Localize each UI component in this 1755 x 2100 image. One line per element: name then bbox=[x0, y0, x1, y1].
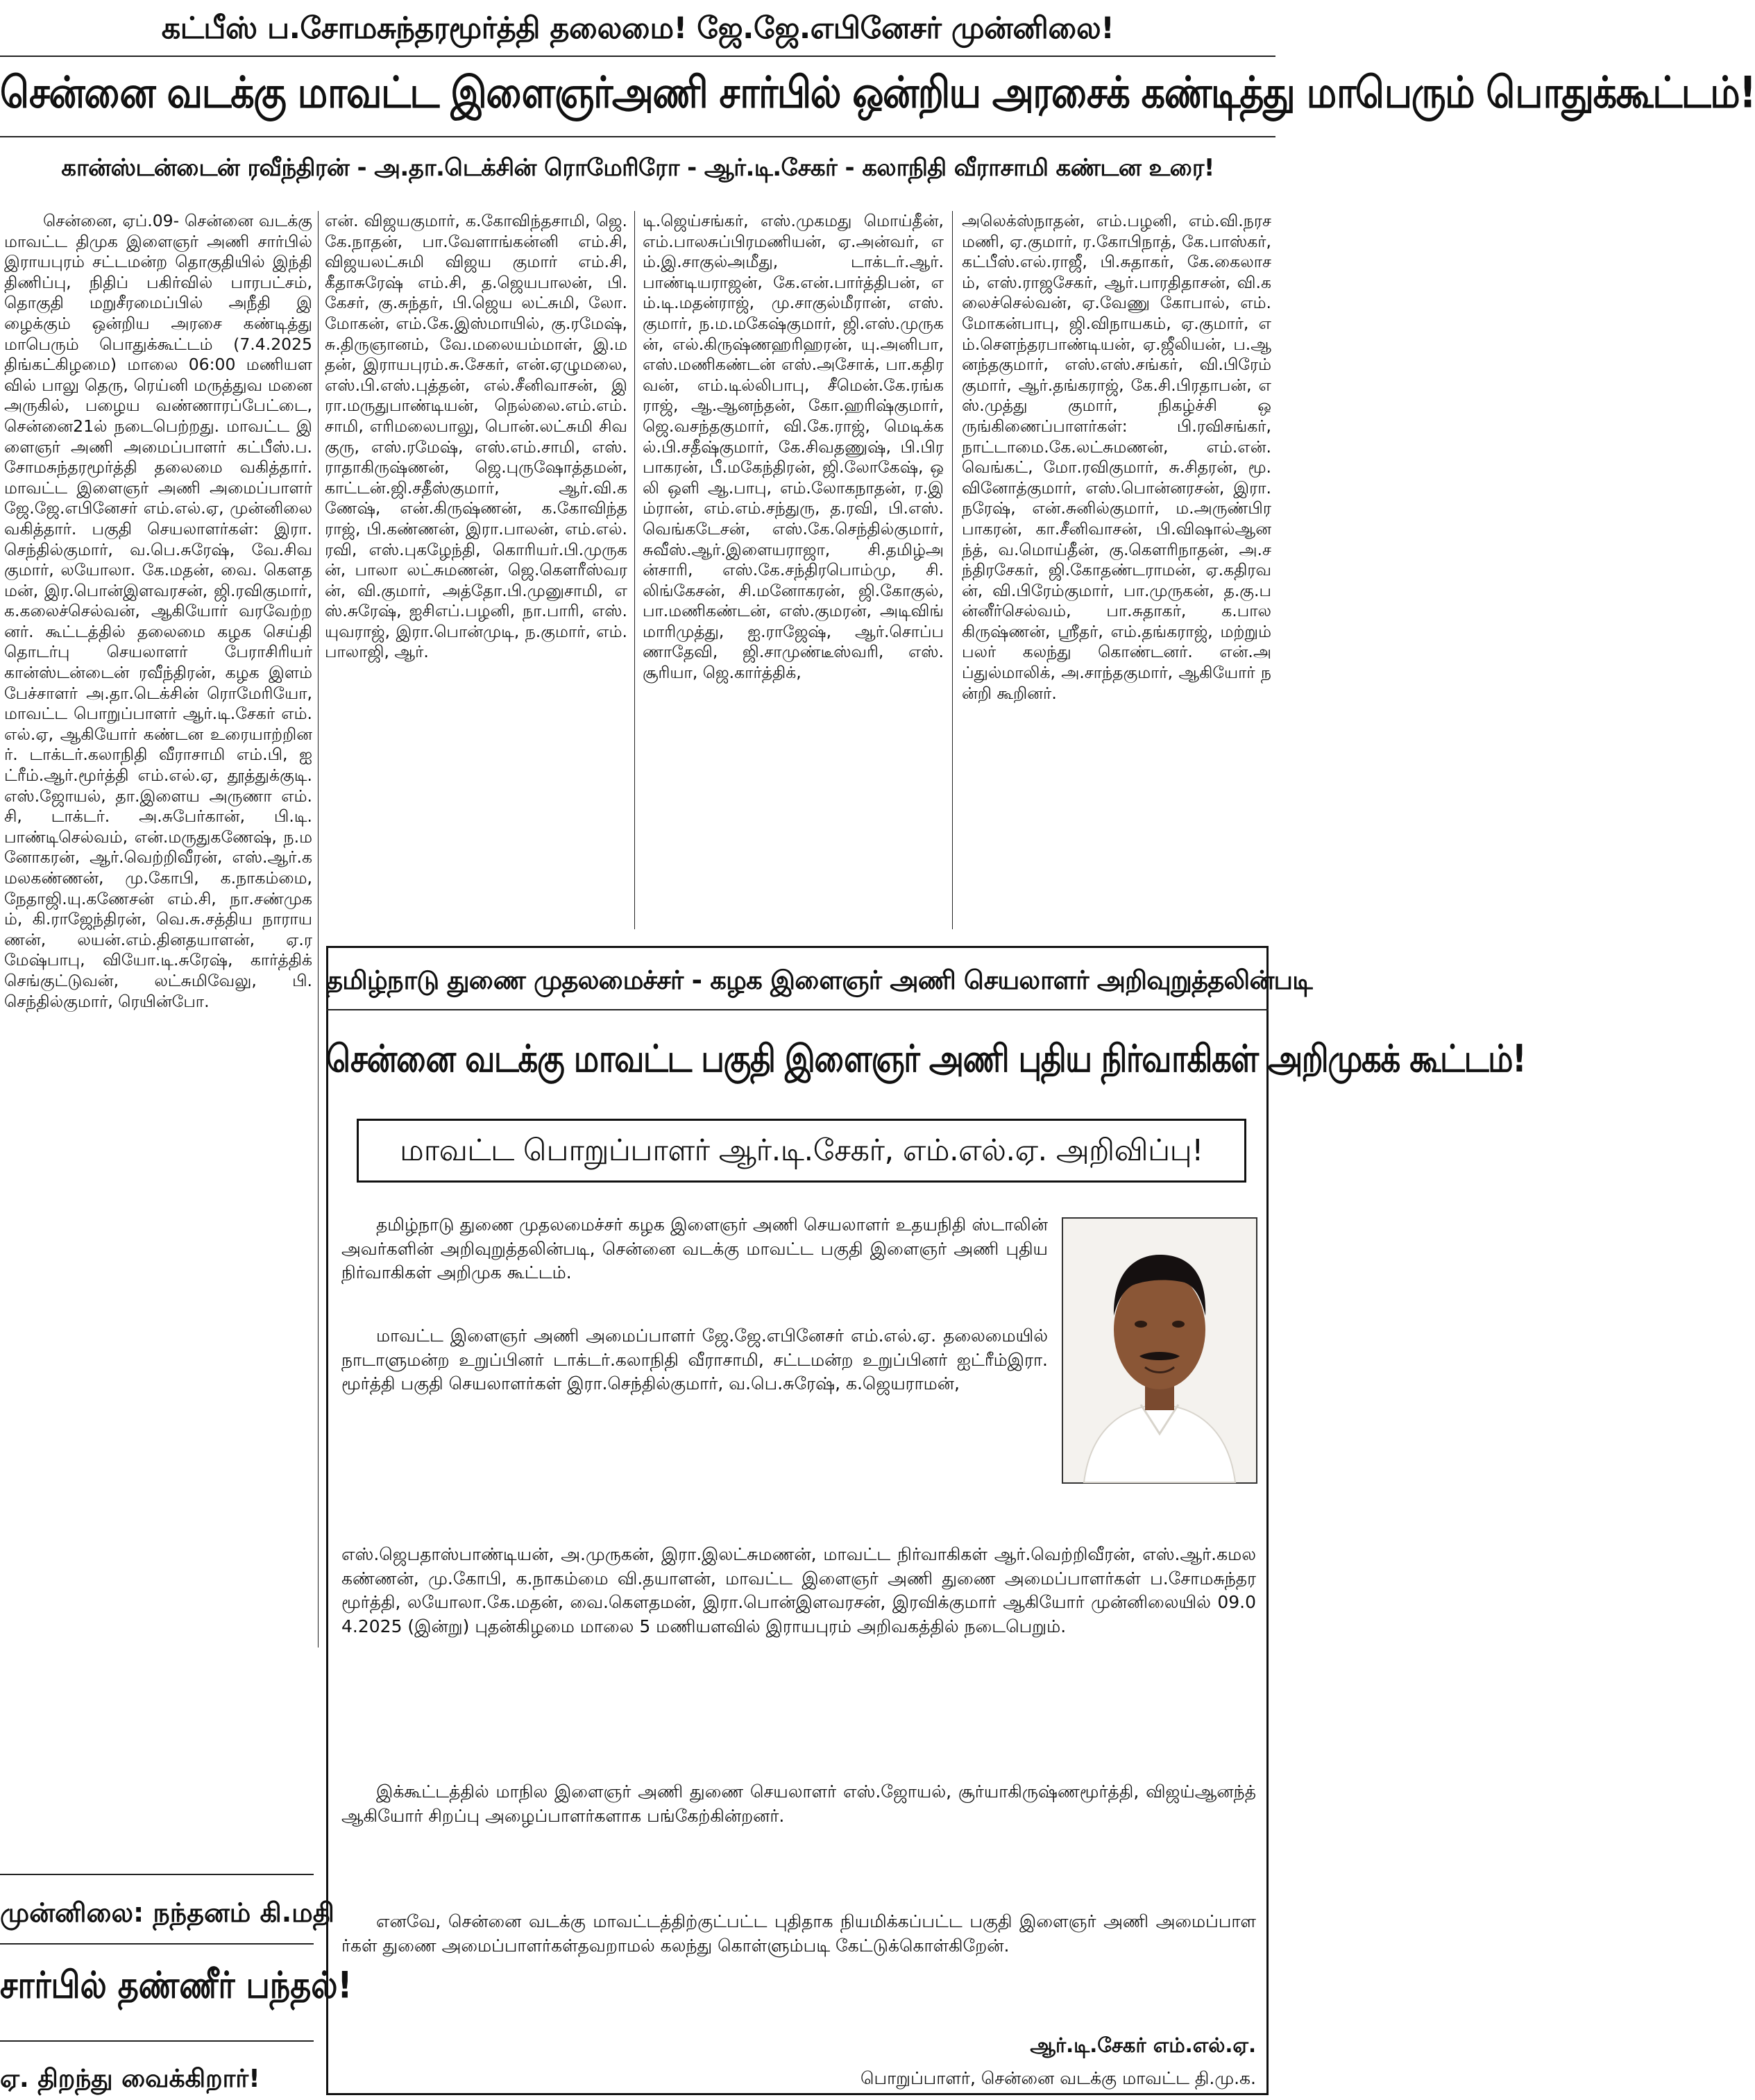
adjacent-article-fragment-2: சார்பில் தண்ணீர் பந்தல்! bbox=[0, 1963, 353, 2007]
announcement-paragraph-4-text: எனவே, சென்னை வடக்கு மாவட்டத்திற்குட்பட்ட புதிதாக நியமிக்கப்பட்ட பகுதி இளைஞர் அணி அமைப்பாளர்கள் துணை அமைப்பாளர்கள்தவறாமல் கலந்து கொள்ளும்படி கேட்டுக்கொள்கிறேன். bbox=[341, 1911, 1256, 1956]
announcement-paragraph-1 bbox=[341, 1213, 1048, 1302]
adjacent-article-fragment-1: முன்னிலை: நந்தனம் கி.மதி bbox=[0, 1897, 334, 1928]
kicker-headline: கட்பீஸ் ப.சோமசுந்தரமூர்த்தி தலைமை! ஜே.ஜே.எபினேசர் முன்னிலை! bbox=[161, 11, 1114, 46]
announcement-paragraph-3 bbox=[341, 1780, 1256, 1891]
signature-name: ஆர்.டி.சேகர் எம்.எல்.ஏ. bbox=[1030, 2033, 1256, 2057]
portrait-illustration bbox=[1063, 1219, 1256, 1482]
article-column-2 bbox=[325, 211, 627, 929]
article-column-3-text: டி.ஜெய்சங்கர், எஸ்.முகமது மொய்தீன், எம்.பாலசுப்பிரமணியன், ஏ.அன்வர், எம்.இ.சாகுல்அமீது, டாக்டர்.ஆர்.பாண்டியராஜன், கே.என்.பார்த்திபன், எம்.டி.மதன்ராஜ், மு.சாகுல்மீரான், எஸ்.குமார், ந.ம.மகேஷ்குமார், ஜி.எஸ்.முருகன், எல்.கிருஷ்ணஹரிஹரன், யு.அனிபா, எஸ்.மணிகண்டன் எஸ்.அசோக், பா.கதிரவன், எம்.டில்லிபாபு, சீமென்.கே.ரங்கராஜ், ஆ.ஆனந்தன், கோ.ஹரிஷ்குமார், ஜெ.வசந்தகுமார், வி.கே.ராஜ், மெடிக்கல்.பி.சதீஷ்குமார், கே.சிவதணுஷ், பி.பிரபாகரன், பீ.மகேந்திரன், ஜி.லோகேஷ், ஒலி ஒளி ஆ.பாபு, எம்.லோகநாதன், ர.இம்ரான், எம்.எம்.சந்துரு, த.ரவி, பி.எஸ்.வெங்கடேசன், எஸ்.கே.செந்தில்குமார், சுவீஸ்.ஆர்.இளையராஜா, சி.தமிழ்அன்சாரி, எஸ்.கே.சந்திரபொம்மு, சி.லிங்கேசன், சி.மனோகரன், ஜி.கோகுல், பா.மணிகண்டன், எஸ்.குமரன், அடிவிங் மாரிமுத்து, ஐ.ராஜேஷ், ஆர்.சொப்பணாதேவி, ஜி.சாமுண்டீஸ்வரி, எஸ்.சூரியா, ஜெ.கார்த்திக், bbox=[643, 211, 944, 683]
article-column-4-text: அலெக்ஸ்நாதன், எம்.பழனி, எம்.வி.நரசமணி, ஏ.குமார், ர.கோபிநாத், கே.பாஸ்கர், கட்பீஸ்.எல்.ராஜீ, பி.சுதாகர், கே.கைலாசம், எஸ்.ராஜசேகர், ஆர்.பாரதிதாசன், வி.கலைச்செல்வன், ஏ.வேணு கோபால், எம்.மோகன்பாபு, ஜி.விநாயகம், ஏ.குமார், எம்.சௌந்தரபாண்டியன், ஏ.ஜீலியன், ப.ஆனந்தகுமார், எஸ்.எஸ்.சங்கர், வி.பிரேம் குமார், ஆர்.தங்கராஜ், கே.சி.பிரதாபன், எஸ்.முத்து குமார், நிகழ்ச்சி ஒருங்கிணைப்பாளர்கள்: பி.ரவிசங்கர், நாட்டாமை.கே.லட்சுமணன், எம்.என்.வெங்கட், மோ.ரவிகுமார், சு.சிதரன், மூ.வினோத்குமார், எஸ்.பொன்னரசன், இரா.நரேஷ், என்.சுனில்குமார், ம.அருண்பிரபாகரன், கா.சீனிவாசன், பி.விஷால்ஆனந்த், வ.மொய்தீன், கு.கௌரிநாதன், அ.சந்திரசேகர், ஜி.கோதண்டராமன், ஏ.கதிரவன், வி.பிரேம்குமார், பா.முருகன், த.கு.பன்னீர்செல்வம், பா.சுதாகர், க.பாலகிருஷ்ணன், ஸ்ரீதர், எம்.தங்கராஜ், மற்றும் பலர் கலந்து கொண்டனர். என்.அப்துல்மாலிக், அ.சாந்தகுமார், ஆகியோர் நன்றி கூறினர். bbox=[962, 211, 1271, 703]
article-column-1-text: சென்னை, ஏப்.09- சென்னை வடக்கு மாவட்ட திமுக இளைஞர் அணி சார்பில் இராயபுரம் சட்டமன்ற தொகுதியில் இந்தி திணிப்பு, நிதிப் பகிர்வில் பாரபட்சம், தொகுதி மறுசீரமைப்பில் அநீதி இழைக்கும் ஒன்றிய அரசை கண்டித்து மாபெரும் பொதுக்கூட்டம் (7.4.2025 திங்கட்கிழமை) மாலை 06:00 மணியளவில் பாலு தெரு, ரெய்னி மருத்துவ மனை அருகில், பழைய வண்ணாரப்பேட்டை, சென்னை21ல் நடைபெற்றது. மாவட்ட இளைஞர் அணி அமைப்பாளர் கட்பீஸ்.ப.சோமசுந்தரமூர்த்தி தலைமை வகித்தார். மாவட்ட இளைஞர் அணி அமைப்பாளர் ஜே.ஜே.எபினேசர் எம்.எல்.ஏ, முன்னிலை வகித்தார். பகுதி செயலாளர்கள்: இரா.செந்தில்குமார், வ.பெ.சுரேஷ், வே.சிவ குமார், லயோலா. கே.மதன், வை. கௌதமன், இர.பொன்இளவரசன், ஜி.ரவிகுமார், க.கலைச்செல்வன், ஆகியோர் வரவேற்றனர். கூட்டத்தில் தலைமை கழக செய்தி தொடர்பு செயலாளர் பேராசிரியர் கான்ஸ்டன்டைன் ரவீந்திரன், கழக இளம் பேச்சாளர் அ.தா.டெக்சின் ரொமேரியோ, மாவட்ட பொறுப்பாளர் ஆர்.டி.சேகர் எம்.எல்.ஏ, ஆகியோர் கண்டன உரையாற்றினர். டாக்டர்.கலாநிதி வீராசாமி எம்.பி, ஐட்ரீம்.ஆர்.மூர்த்தி எம்.எல்.ஏ, தூத்துக்குடி.எஸ்.ஜோயல், தா.இளைய அருணா எம்.சி, டாக்டர். அ.சுபேர்கான், பி.டி.பாண்டிசெல்வம், என்.மருதுகணேஷ், ந.மனோகரன், ஆர்.வெற்றிவீரன், எஸ்.ஆர்.கமலகண்ணன், மு.கோபி, க.நாகம்மை, நேதாஜி.யு.கணேசன் எம்.சி, நா.சண்முகம், கி.ராஜேந்திரன், வெ.சு.சத்திய நாராயணன், லயன்.எம்.தினதயாளன், ஏ.ரமேஷ்பாபு, வியோ.டி.சுரேஷ், கார்த்திக் செங்குட்டுவன், லட்சுமிவேலு, பி.செந்தில்குமார், ரெயின்போ. bbox=[4, 211, 312, 1011]
box-subtitle-rule bbox=[326, 1009, 1269, 1010]
portrait-photo bbox=[1062, 1217, 1257, 1484]
announcement-title: சென்னை வடக்கு மாவட்ட பகுதி இளைஞர் அணி புதிய நிர்வாகிகள் அறிமுகக் கூட்டம்! bbox=[326, 1036, 1526, 1081]
article-column-3 bbox=[643, 211, 944, 929]
announcement-paragraph-2a-text: மாவட்ட இளைஞர் அணி அமைப்பாளர் ஜே.ஜே.எபினேசர் எம்.எல்.ஏ. தலைமையில் நாடாளுமன்ற உறுப்பினர் டாக்டர்.கலாநிதி வீராசாமி, சட்டமன்ற உறுப்பினர் ஐட்ரீம்இரா.மூர்த்தி பகுதி செயலாளர்கள் இரா.செந்தில்குமார், வ.பெ.சுரேஷ், க.ஜெயராமன், bbox=[341, 1326, 1048, 1394]
column-divider-3 bbox=[952, 211, 953, 929]
announcement-paragraph-3-text: இக்கூட்டத்தில் மாநில இளைஞர் அணி துணை செயலாளர் எஸ்.ஜோயல், சூர்யாகிருஷ்ணமூர்த்தி, விஜய்ஆனந்த் ஆகியோர் சிறப்பு அழைப்பாளர்களாக பங்கேற்கின்றனர். bbox=[341, 1781, 1256, 1826]
column-divider-2 bbox=[634, 211, 635, 929]
article-column-2-text: என். விஜயகுமார், க.கோவிந்தசாமி, ஜெ.கே.நாதன், பா.வேளாங்கன்னி எம்.சி, விஜயலட்சுமி விஜய குமார் எம்.சி, கீதாசுரேஷ் எம்.சி, த.ஜெயபாலன், பி.கேசர், கு.சுந்தர், பி.ஜெய லட்சுமி, லோ.மோகன், எம்.கே.இஸ்மாயில், கு.ரமேஷ், சு.திருஞானம், வே.மலையம்மாள், இ.மதன், இராயபுரம்.சு.சேகர், என்.ஏழுமலை, எஸ்.பி.எஸ்.புத்தன், எல்.சீனிவாசன், இரா.மருதுபாண்டியன், நெல்லை.எம்.எம்.சாமி, எரிமலைபாலு, பொன்.லட்சுமி சிவகுரு, எஸ்.ரமேஷ், எஸ்.எம்.சாமி, எஸ்.ராதாகிருஷ்ணன், ஜெ.புருஷோத்தமன், காட்டன்.ஜி.சதீஸ்குமார், ஆர்.வி.கணேஷ், என்.கிருஷ்ணன், க.கோவிந்தராஜ், பி.கண்ணன், இரா.பாலன், எம்.எல்.ரவி, எஸ்.புகழேந்தி, கொரியர்.பி.முருகன், பாலா லட்சுமணன், ஜெ.கௌரீஸ்வரன், வி.குமார், அத்தோ.பி.முனுசாமி, எஸ்.சுரேஷ், ஐசிஎப்.பழனி, நா.பாரி, எஸ்.யுவராஜ், இரா.பொன்முடி, ந.குமார், எம்.பாலாஜி, ஆர். bbox=[325, 211, 627, 662]
main-headline: சென்னை வடக்கு மாவட்ட இளைஞர்அணி சார்பில் ஒன்றிய அரசைக் கண்டித்து மாபெரும் பொதுக்கூட்டம்! bbox=[0, 67, 1755, 118]
article-column-4 bbox=[962, 211, 1271, 929]
article-column-1 bbox=[4, 211, 312, 1644]
adjacent-article-fragment-3: ஏ. திறந்து வைக்கிறார்! bbox=[0, 2065, 260, 2093]
column-divider-1 bbox=[318, 211, 319, 1648]
left-box-rule-low bbox=[0, 2040, 314, 2042]
announcement-paragraph-2a bbox=[341, 1324, 1048, 1567]
speakers-headline: கான்ஸ்டன்டைன் ரவீந்திரன் - அ.தா.டெக்சின் ரொமேரிரோ - ஆர்.டி.சேகர் - கலாநிதி வீராசாமி கண்டன உரை! bbox=[61, 154, 1214, 182]
headline-rule bbox=[0, 136, 1275, 137]
left-box-rule-top bbox=[0, 1874, 314, 1875]
announcement-paragraph-4 bbox=[341, 1910, 1256, 2007]
signature-role: பொறுப்பாளர், சென்னை வடக்கு மாவட்ட தி.மு.க. bbox=[860, 2068, 1256, 2088]
announcement-banner: மாவட்ட பொறுப்பாளர் ஆர்.டி.சேகர், எம்.எல்.ஏ. அறிவிப்பு! bbox=[357, 1119, 1246, 1183]
announcement-paragraph-2b bbox=[341, 1543, 1256, 1772]
announcement-paragraph-2b-text: எஸ்.ஜெபதாஸ்பாண்டியன், அ.முருகன், இரா.இலட்சுமணன், மாவட்ட நிர்வாகிகள் ஆர்.வெற்றிவீரன், எஸ்.ஆர்.கமலகண்ணன், மு.கோபி, க.நாகம்மை வி.தயாளன், மாவட்ட இளைஞர் அணி துணை அமைப்பாளர்கள் ப.சோமசுந்தரமூர்த்தி, லயோலா.கே.மதன், வை.கௌதமன், இரா.பொன்இளவரசன், இரவிக்குமார் ஆகியோர் முன்னிலையில் 09.04.2025 (இன்று) புதன்கிழமை மாலை 5 மணியளவில் இராயபுரம் அறிவகத்தில் நடைபெறும். bbox=[341, 1544, 1256, 1636]
left-box-rule-mid bbox=[0, 1943, 314, 1945]
announcement-paragraph-1-text: தமிழ்நாடு துணை முதலமைச்சர் கழக இளைஞர் அணி செயலாளர் உதயநிதி ஸ்டாலின் அவர்களின் அறிவுறுத்தலின்படி, சென்னை வடக்கு மாவட்ட பகுதி இளைஞர் அணி புதிய நிர்வாகிகள் அறிமுக கூட்டம். bbox=[341, 1214, 1048, 1283]
announcement-subtitle: தமிழ்நாடு துணை முதலமைச்சர் - கழக இளைஞர் அணி செயலாளர் அறிவுறுத்தலின்படி bbox=[326, 965, 1312, 995]
